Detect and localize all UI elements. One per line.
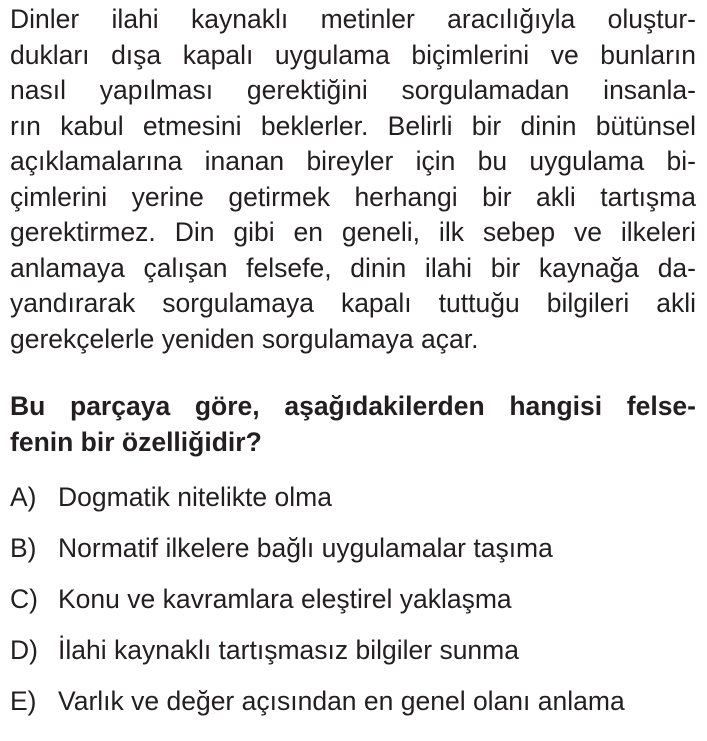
passage-line: açıklamalarına inanan bireyler için bu uygulama bi- <box>10 146 696 176</box>
question-stem <box>10 389 696 460</box>
option-letter: E) <box>10 686 37 716</box>
passage-line: rın kabul etmesini beklerler. Belirli bir dinin bütünsel <box>10 110 696 141</box>
question-page <box>10 0 696 735</box>
option-letter: B) <box>10 533 37 563</box>
option-b[interactable] <box>10 531 696 582</box>
option-d[interactable] <box>10 633 696 684</box>
passage-line: gerekçelerle yeniden sorgulamaya açar. <box>10 323 479 354</box>
passage-line: nasıl yapılması gerektiğini sorgulamadan insanla- <box>10 75 696 105</box>
passage-text <box>10 0 696 357</box>
answer-options <box>10 480 696 735</box>
passage-line: gerektirmez. Din gibi en geneli, ilk sebep ve ilkeleri <box>10 217 696 247</box>
option-letter: C) <box>10 584 38 614</box>
option-text: Normatif ilkelere bağlı uygulamalar taşıma <box>58 533 553 563</box>
question-line: Bu parçaya göre, aşağıdakilerden hangisi felse- <box>10 391 696 421</box>
passage-line: çimlerini yerine getirmek herhangi bir akli tartışma <box>10 181 696 212</box>
option-letter: A) <box>10 482 37 512</box>
option-text: Dogmatik nitelikte olma <box>58 482 332 512</box>
option-text: Konu ve kavramlara eleştirel yaklaşma <box>58 584 512 614</box>
option-text: Varlık ve değer açısından en genel olanı anlama <box>58 686 625 716</box>
option-text: İlahi kaynaklı tartışmasız bilgiler sunma <box>58 635 519 665</box>
option-e[interactable] <box>10 684 696 735</box>
option-c[interactable] <box>10 582 696 633</box>
passage-line: anlamaya çalışan felsefe, dinin ilahi bir kaynağa da- <box>10 252 696 283</box>
option-a[interactable] <box>10 480 696 531</box>
option-letter: D) <box>10 635 38 665</box>
question-line: fenin bir özelliğidir? <box>10 426 262 457</box>
passage-line: yandırarak sorgulamaya kapalı tuttuğu bilgileri akli <box>10 288 696 318</box>
passage-line: Dinler ilahi kaynaklı metinler aracılığıyla oluştur- <box>10 4 696 34</box>
passage-line: dukları dışa kapalı uygulama biçimlerini ve bunların <box>10 39 696 70</box>
